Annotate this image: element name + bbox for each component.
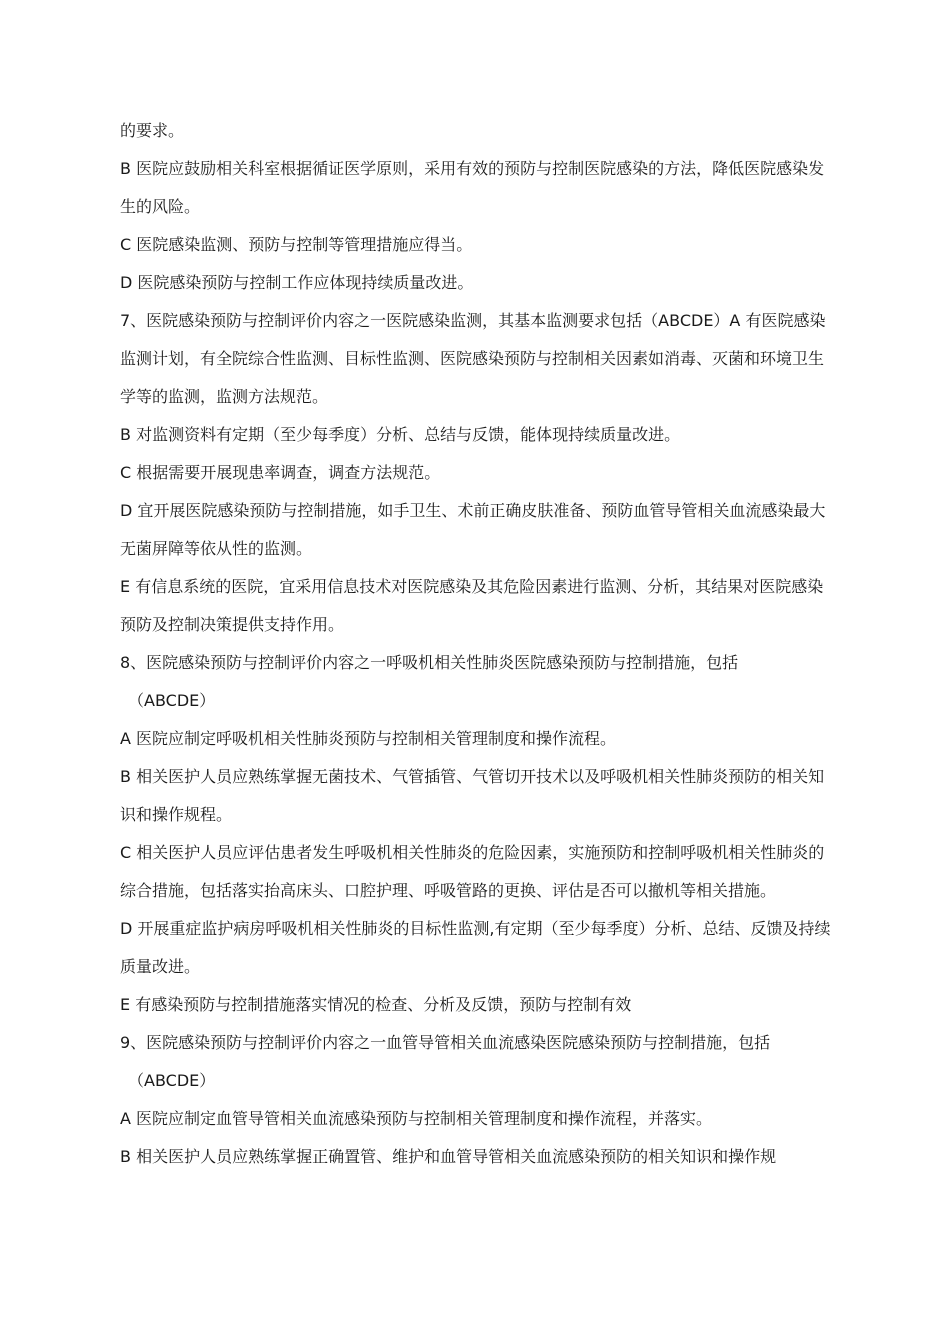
question-8-answer: （ABCDE） — [128, 691, 216, 710]
item-6b: B 医院应鼓励相关科室根据循证医学原则，采用有效的预防与控制医院感染的方法，降低医院感染发生的风险。 — [120, 159, 825, 216]
item-6c: C 医院感染监测、预防与控制等管理措施应得当。 — [120, 235, 473, 254]
question-9-answer: （ABCDE） — [128, 1071, 216, 1090]
paragraph-continuation: 的要求。 — [120, 121, 185, 140]
item-8c: C 相关医护人员应评估患者发生呼吸机相关性肺炎的危险因素，实施预防和控制呼吸机相关性肺炎的综合措施，包括落实抬高床头、口腔护理、呼吸管路的更换、评估是否可以撤机等相关措施。 — [120, 843, 825, 900]
item-9b: B 相关医护人员应熟练掌握正确置管、维护和血管导管相关血流感染预防的相关知识和操作规 — [120, 1147, 777, 1166]
question-7: 7、医院感染预防与控制评价内容之一医院感染监测，其基本监测要求包括（ABCDE）A 有医院感染监测计划，有全院综合性监测、目标性监测、医院感染预防与控制相关因素如消毒、灭菌和环境卫生学等的监测，监测方法规范。 — [120, 311, 826, 406]
document-body — [120, 112, 832, 1176]
item-9a: A 医院应制定血管导管相关血流感染预防与控制相关管理制度和操作流程，并落实。 — [120, 1109, 713, 1128]
item-7e: E 有信息系统的医院，宜采用信息技术对医院感染及其危险因素进行监测、分析，其结果对医院感染预防及控制决策提供支持作用。 — [120, 577, 824, 634]
question-9: 9、医院感染预防与控制评价内容之一血管导管相关血流感染医院感染预防与控制措施，包括 — [120, 1033, 771, 1052]
item-6d: D 医院感染预防与控制工作应体现持续质量改进。 — [120, 273, 474, 292]
item-8b: B 相关医护人员应熟练掌握无菌技术、气管插管、气管切开技术以及呼吸机相关性肺炎预防的相关知识和操作规程。 — [120, 767, 825, 824]
item-7b: B 对监测资料有定期（至少每季度）分析、总结与反馈，能体现持续质量改进。 — [120, 425, 681, 444]
question-8: 8、医院感染预防与控制评价内容之一呼吸机相关性肺炎医院感染预防与控制措施，包括 — [120, 653, 739, 672]
item-7d: D 宜开展医院感染预防与控制措施，如手卫生、术前正确皮肤准备、预防血管导管相关血流感染最大无菌屏障等依从性的监测。 — [120, 501, 826, 558]
item-8d: D 开展重症监护病房呼吸机相关性肺炎的目标性监测,有定期（至少每季度）分析、总结、反馈及持续质量改进。 — [120, 919, 831, 976]
item-8a: A 医院应制定呼吸机相关性肺炎预防与控制相关管理制度和操作流程。 — [120, 729, 617, 748]
item-7c: C 根据需要开展现患率调查，调查方法规范。 — [120, 463, 441, 482]
item-8e: E 有感染预防与控制措施落实情况的检查、分析及反馈，预防与控制有效 — [120, 995, 632, 1014]
